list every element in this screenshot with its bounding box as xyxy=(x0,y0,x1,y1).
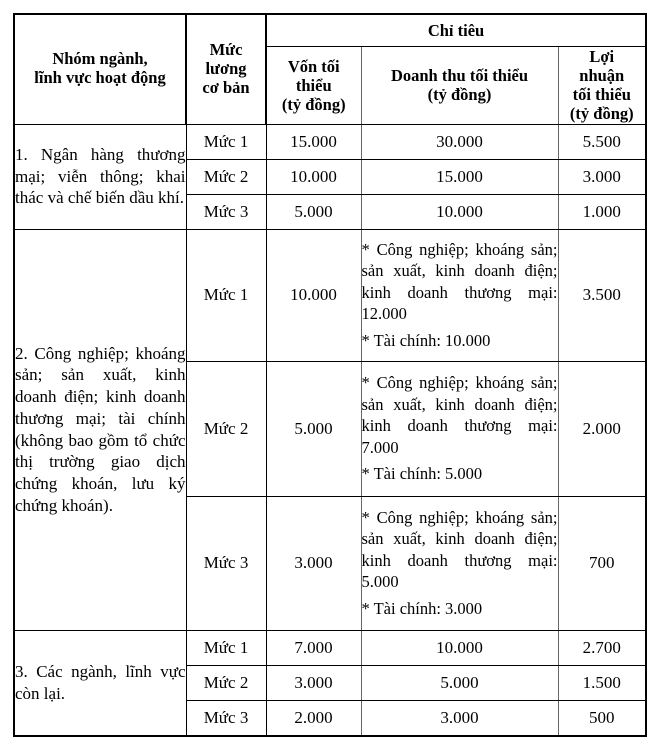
header-cell-revenue xyxy=(361,47,558,125)
profit-cell: 700 xyxy=(558,496,646,630)
level-cell: Mức 2 xyxy=(186,159,266,194)
profit-cell: 500 xyxy=(558,700,646,736)
revenue-cell: 10.000 xyxy=(361,630,558,665)
criteria-table xyxy=(13,13,647,737)
header-profit-line-3: tối thiểu xyxy=(572,85,631,105)
capital-cell: 15.000 xyxy=(266,124,361,159)
capital-cell: 5.000 xyxy=(266,361,361,496)
header-profit-line-1: Lợi xyxy=(589,47,615,66)
header-cell-category xyxy=(14,14,186,124)
header-category-line-2: lĩnh vực hoạt động xyxy=(34,68,166,88)
table-row xyxy=(14,124,646,159)
level-cell: Mức 1 xyxy=(186,630,266,665)
table-row xyxy=(14,229,646,361)
capital-cell: 10.000 xyxy=(266,159,361,194)
level-cell: Mức 3 xyxy=(186,194,266,229)
table-body xyxy=(14,124,646,736)
header-profit-line-4: (tỷ đồng) xyxy=(569,104,634,124)
revenue-cell: 30.000 xyxy=(361,124,558,159)
header-level-line-3: cơ bản xyxy=(202,77,250,97)
category-cell-3: 3. Các ngành, lĩnh vực còn lại. xyxy=(14,630,186,736)
capital-cell: 7.000 xyxy=(266,630,361,665)
table-header xyxy=(14,14,646,124)
revenue-line: * Công nghiệp; khoáng sản; sản xuất, kinh doanh điện; kinh doanh thương mại: 12.000 xyxy=(361,239,558,324)
header-revenue-line-1: Doanh thu tối thiểu xyxy=(390,66,529,86)
header-capital-line-1: Vốn tối xyxy=(287,56,340,76)
category-cell-2: 2. Công nghiệp; khoáng sản; sản xuất, kinh doanh điện; kinh doanh thương mại; tài chính (không bao gồm tổ chức thị trường giao dịch chứng khoán, lưu ký chứng khoán). xyxy=(14,229,186,630)
category-cell-1: 1. Ngân hàng thương mại; viễn thông; khai thác và chế biến dầu khí. xyxy=(14,124,186,229)
header-level-line-1: Mức xyxy=(209,40,243,60)
revenue-line: * Tài chính: 3.000 xyxy=(361,598,483,618)
header-cell-profit xyxy=(558,47,646,125)
level-cell: Mức 2 xyxy=(186,665,266,700)
revenue-cell: 15.000 xyxy=(361,159,558,194)
header-category-line-1: Nhóm ngành, xyxy=(52,49,148,69)
level-cell: Mức 1 xyxy=(186,124,266,159)
revenue-line: * Công nghiệp; khoáng sản; sản xuất, kinh doanh điện; kinh doanh thương mại: 7.000 xyxy=(361,373,558,457)
header-cell-level xyxy=(186,14,266,124)
revenue-cell xyxy=(361,496,558,630)
header-revenue-line-2: (tỷ đồng) xyxy=(427,85,492,105)
profit-cell: 3.500 xyxy=(558,229,646,361)
revenue-cell xyxy=(361,361,558,496)
capital-cell: 5.000 xyxy=(266,194,361,229)
revenue-line: * Công nghiệp; khoáng sản; sản xuất, kinh doanh điện; kinh doanh thương mại: 5.000 xyxy=(361,507,558,592)
revenue-cell: 10.000 xyxy=(361,194,558,229)
profit-cell: 2.000 xyxy=(558,361,646,496)
header-cell-criteria-group: Chỉ tiêu xyxy=(266,14,646,47)
level-cell: Mức 3 xyxy=(186,496,266,630)
level-cell: Mức 3 xyxy=(186,700,266,736)
revenue-line: * Tài chính: 5.000 xyxy=(361,464,483,484)
profit-cell: 1.500 xyxy=(558,665,646,700)
header-profit-line-2: nhuận xyxy=(579,66,625,86)
header-cell-capital xyxy=(266,47,361,125)
capital-cell: 10.000 xyxy=(266,229,361,361)
table-row xyxy=(14,630,646,665)
header-capital-line-3: (tỷ đồng) xyxy=(281,94,346,114)
revenue-line: * Tài chính: 10.000 xyxy=(361,330,491,350)
revenue-cell: 3.000 xyxy=(361,700,558,736)
level-cell: Mức 2 xyxy=(186,361,266,496)
profit-cell: 2.700 xyxy=(558,630,646,665)
profit-cell: 5.500 xyxy=(558,124,646,159)
revenue-cell: 5.000 xyxy=(361,665,558,700)
header-capital-line-2: thiểu xyxy=(295,75,332,95)
profit-cell: 3.000 xyxy=(558,159,646,194)
capital-cell: 2.000 xyxy=(266,700,361,736)
capital-cell: 3.000 xyxy=(266,665,361,700)
header-row-group xyxy=(14,14,646,47)
revenue-cell xyxy=(361,229,558,361)
level-cell: Mức 1 xyxy=(186,229,266,361)
profit-cell: 1.000 xyxy=(558,194,646,229)
capital-cell: 3.000 xyxy=(266,496,361,630)
header-level-line-2: lương xyxy=(205,58,247,78)
